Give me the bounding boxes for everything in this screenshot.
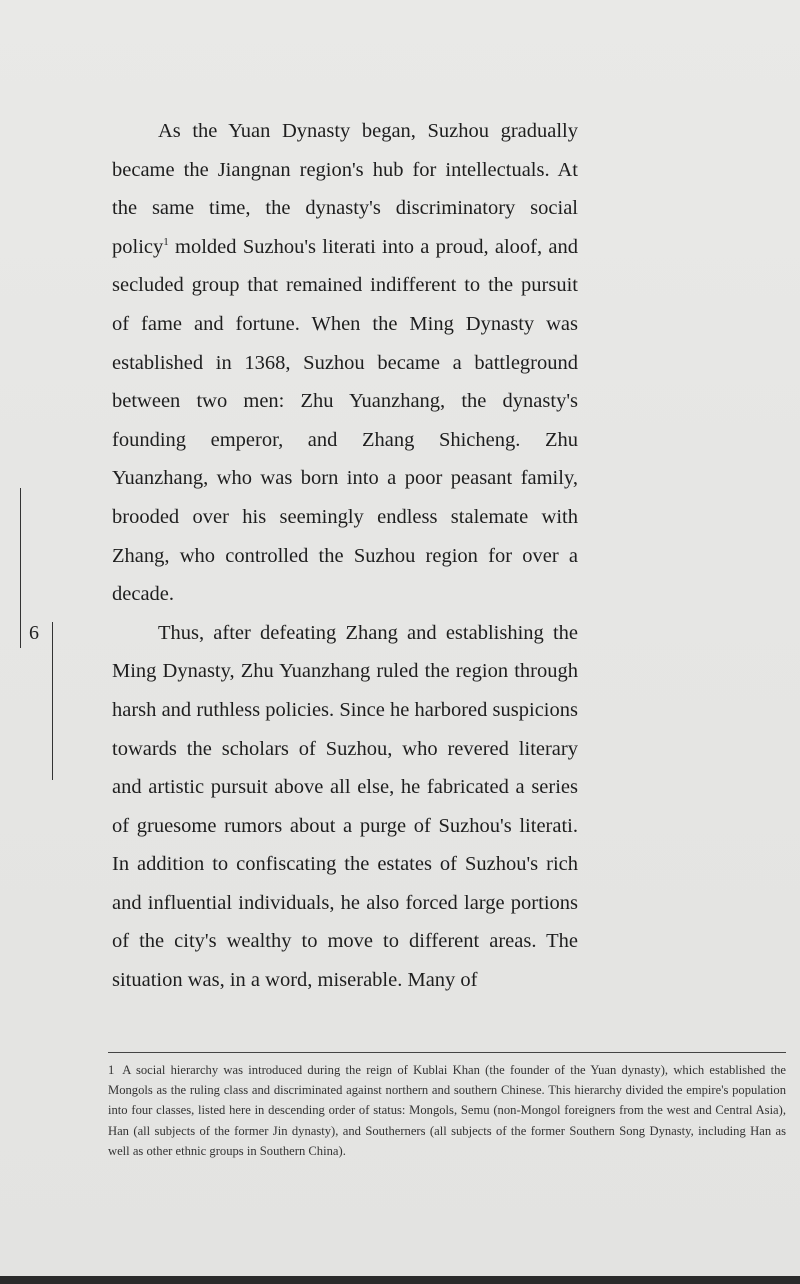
footnote-1 xyxy=(108,1060,786,1161)
footnote-text: A social hierarchy was introduced during the reign of Kublai Khan (the founder of the Yuan dynasty), which established the Mongols as the ruling class and discriminated against northern and southern Chinese. This hierarchy divided the empire's population into four classes, listed here in descending order of status: Mongols, Semu (non-Mongol foreigners from the west and Central Asia), Han (all subjects of the former Jin dynasty), and Southerners (all subjects of the former Southern Song Dynasty, including Han as well as other ethnic groups in Southern China). xyxy=(108,1063,786,1158)
paragraph-1 xyxy=(112,112,578,614)
footnotes xyxy=(108,1060,786,1161)
margin-line-left xyxy=(20,488,21,648)
paragraph-2: Thus, after defeating Zhang and establishing the Ming Dynasty, Zhu Yuanzhang ruled the region through harsh and ruthless policies. Since he harbored suspicions towards the scholars of Suzhou, who revered literary and artistic pursuit above all else, he fabricated a series of gruesome rumors about a purge of Suzhou's literati. In addition to confiscating the estates of Suzhou's rich and influential individuals, he also forced large portions of the city's wealthy to move to different areas. The situation was, in a word, miserable. Many of xyxy=(112,621,578,992)
footnote-reference: 1 xyxy=(163,235,169,248)
body-text xyxy=(112,112,578,1000)
margin-line-right xyxy=(52,622,53,780)
page-bottom-edge xyxy=(0,1276,800,1284)
page-number: 6 xyxy=(29,622,39,644)
paragraph-1-text-start: As the Yuan Dynasty began, Suzhou gradually became the Jiangnan region's hub for intellectuals. At the same time, the dynasty's discriminatory social policy xyxy=(112,120,578,258)
footnote-divider xyxy=(108,1052,786,1053)
footnote-number: 1 xyxy=(108,1063,115,1077)
paragraph-1-text-end: molded Suzhou's literati into a proud, aloof, and secluded group that remained indifferent to the pursuit of fame and fortune. When the Ming Dynasty was established in 1368, Suzhou became a battleground between two men: Zhu Yuanzhang, the dynasty's founding emperor, and Zhang Shicheng. Zhu Yuanzhang, who was born into a poor peasant family, brooded over his seemingly endless stalemate with Zhang, who controlled the Suzhou region for over a decade. xyxy=(112,235,578,606)
